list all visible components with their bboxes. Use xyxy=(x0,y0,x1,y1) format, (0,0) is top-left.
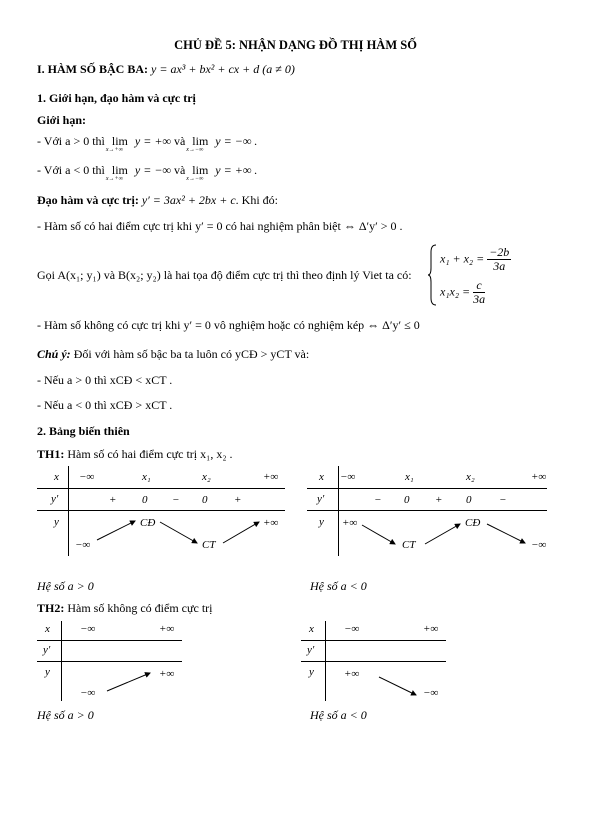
note-label: Chú ý: xyxy=(37,347,71,361)
arrows xyxy=(307,466,557,561)
text: Hàm số có hai điểm cực trị x₁, x₂ . xyxy=(64,447,233,461)
page-title: CHỦ ĐỀ 5: NHẬN DẠNG ĐỒ THỊ HÀM SỐ xyxy=(174,38,417,52)
viet-eq1 xyxy=(440,246,511,273)
y-val: −∞ xyxy=(75,539,91,551)
arrows xyxy=(37,621,187,701)
y-val: CT xyxy=(202,539,216,551)
limit-line-2 xyxy=(37,163,258,182)
coef-a-neg-2 xyxy=(310,708,367,723)
y-label: y xyxy=(309,666,314,678)
num: c xyxy=(473,279,485,293)
x-val: −∞ xyxy=(344,623,360,635)
y-val: +∞ xyxy=(159,668,175,680)
viet-eq2 xyxy=(440,279,485,306)
limit-line-1 xyxy=(37,134,258,153)
y-label: y xyxy=(319,516,324,528)
text: - Với a < 0 thì xyxy=(37,163,105,177)
variation-table-c-pos xyxy=(37,621,187,701)
y-val: +∞ xyxy=(344,668,360,680)
variation-table-d-neg xyxy=(301,621,451,701)
derivative-line xyxy=(37,193,278,208)
yp-label: y′ xyxy=(51,493,59,505)
cubic-formula: y = ax³ + bx² + cx + d (a ≠ 0) xyxy=(151,62,295,76)
expr: y = −∞ xyxy=(134,163,171,177)
sign: + xyxy=(435,494,443,506)
derivative-formula: y′ = 3ax² + 2bx + c xyxy=(141,193,236,207)
coef-a-pos-1 xyxy=(37,579,94,594)
y-val: CĐ xyxy=(140,517,156,529)
text: . Khi đó: xyxy=(235,193,279,207)
no-extrema-condition: - Hàm số không có cực trị khi y′ = 0 vô nghiệm hoặc có nghiệm kép ⇔ Δ′y′ ≤ 0 xyxy=(37,318,420,332)
variation-table-b-neg xyxy=(307,466,557,561)
sign: − xyxy=(499,494,507,506)
x-val: +∞ xyxy=(159,623,175,635)
extrema-condition: - Hàm số có hai điểm cực trị khi y′ = 0 có hai nghiệm phân biệt ⇔ Δ′y′ > 0 . xyxy=(37,219,403,233)
variation-table-a-pos xyxy=(37,466,287,561)
x-val: −∞ xyxy=(79,471,95,483)
sign: 0 xyxy=(202,494,208,506)
y-val: −∞ xyxy=(423,687,439,699)
note-item-1: - Nếu a > 0 thì xCĐ < xCT . xyxy=(37,373,173,387)
text: và xyxy=(173,134,186,148)
lim: lim xyxy=(192,134,209,148)
expr: y = −∞ . xyxy=(215,134,258,148)
coef-a-pos-2 xyxy=(37,708,94,723)
label: Đạo hàm và cực trị: xyxy=(37,193,139,207)
x-label: x xyxy=(54,471,59,483)
subsection-limits: 1. Giới hạn, đạo hàm và cực trị xyxy=(37,91,196,105)
arrows xyxy=(301,621,451,701)
sign: + xyxy=(109,494,117,506)
case1-line xyxy=(37,447,233,462)
x-val: +∞ xyxy=(263,471,279,483)
sign: − xyxy=(374,494,382,506)
x-label: x xyxy=(45,623,50,635)
lim: lim xyxy=(192,163,209,177)
text: Đối với hàm số bậc ba ta luôn có yCĐ > yCT và: xyxy=(70,347,310,361)
label: TH2: xyxy=(37,601,65,615)
x-val: x₁ xyxy=(405,471,414,483)
y-val: −∞ xyxy=(531,539,547,551)
sign: + xyxy=(234,494,242,506)
arrows xyxy=(37,466,287,561)
subsection-table: 2. Bảng biến thiên xyxy=(37,424,130,438)
y-label: y xyxy=(45,666,50,678)
y-label: y xyxy=(54,516,59,528)
text: và xyxy=(173,163,186,177)
y-val: CT xyxy=(402,539,416,551)
limits-label: Giới hạn: xyxy=(37,113,86,127)
den: 3a xyxy=(473,292,486,306)
lim-sub: x→+∞ xyxy=(105,147,123,153)
y-val: −∞ xyxy=(80,687,96,699)
note-line xyxy=(37,347,309,362)
section-label: I. HÀM SỐ BẬC BA: xyxy=(37,62,149,76)
x-val: x₁ xyxy=(142,471,151,483)
note-item-2: - Nếu a < 0 thì xCĐ > xCT . xyxy=(37,398,173,412)
den: 3a xyxy=(493,259,506,273)
viet-text: Gọi A(x₁; y₁) và B(x₂; y₂) là hai tọa độ điểm cực trị thì theo định lý Viet ta có: xyxy=(37,268,412,282)
y-val: +∞ xyxy=(263,517,279,529)
sign: 0 xyxy=(404,494,410,506)
x-label: x xyxy=(319,471,324,483)
x-val: −∞ xyxy=(340,471,356,483)
expr: y = +∞ . xyxy=(215,163,258,177)
text: Hệ số a > 0 xyxy=(37,708,94,722)
yp-label: y′ xyxy=(307,644,315,656)
sign: − xyxy=(172,494,180,506)
x-val: +∞ xyxy=(423,623,439,635)
yp-label: y′ xyxy=(43,644,51,656)
text: - Với a > 0 thì xyxy=(37,134,105,148)
label: TH1: xyxy=(37,447,65,461)
text: Hệ số a > 0 xyxy=(37,579,94,593)
case2-line xyxy=(37,601,212,616)
lim-sub: x→−∞ xyxy=(186,147,204,153)
coef-a-neg-1 xyxy=(310,579,367,594)
sign: 0 xyxy=(466,494,472,506)
expr: y = +∞ xyxy=(134,134,171,148)
text: x₁x₂ = xyxy=(440,284,471,299)
x-val: +∞ xyxy=(531,471,547,483)
x-val: x₂ xyxy=(202,471,211,483)
lim-sub: x→+∞ xyxy=(105,176,123,182)
x-val: −∞ xyxy=(80,623,96,635)
system-brace xyxy=(428,244,438,306)
sign: 0 xyxy=(142,494,148,506)
y-val: CĐ xyxy=(465,517,481,529)
x-val: x₂ xyxy=(466,471,475,483)
text: Hệ số a < 0 xyxy=(310,708,367,722)
text: Hệ số a < 0 xyxy=(310,579,367,593)
section-cubic-heading xyxy=(37,62,295,77)
x-label: x xyxy=(309,623,314,635)
num: −2b xyxy=(489,245,510,259)
lim: lim xyxy=(111,163,128,177)
text: Hàm số không có điểm cực trị xyxy=(64,601,213,615)
y-val: +∞ xyxy=(342,517,358,529)
yp-label: y′ xyxy=(317,493,325,505)
text: x₁ + x₂ = xyxy=(440,251,485,266)
lim: lim xyxy=(111,134,128,148)
lim-sub: x→−∞ xyxy=(186,176,204,182)
